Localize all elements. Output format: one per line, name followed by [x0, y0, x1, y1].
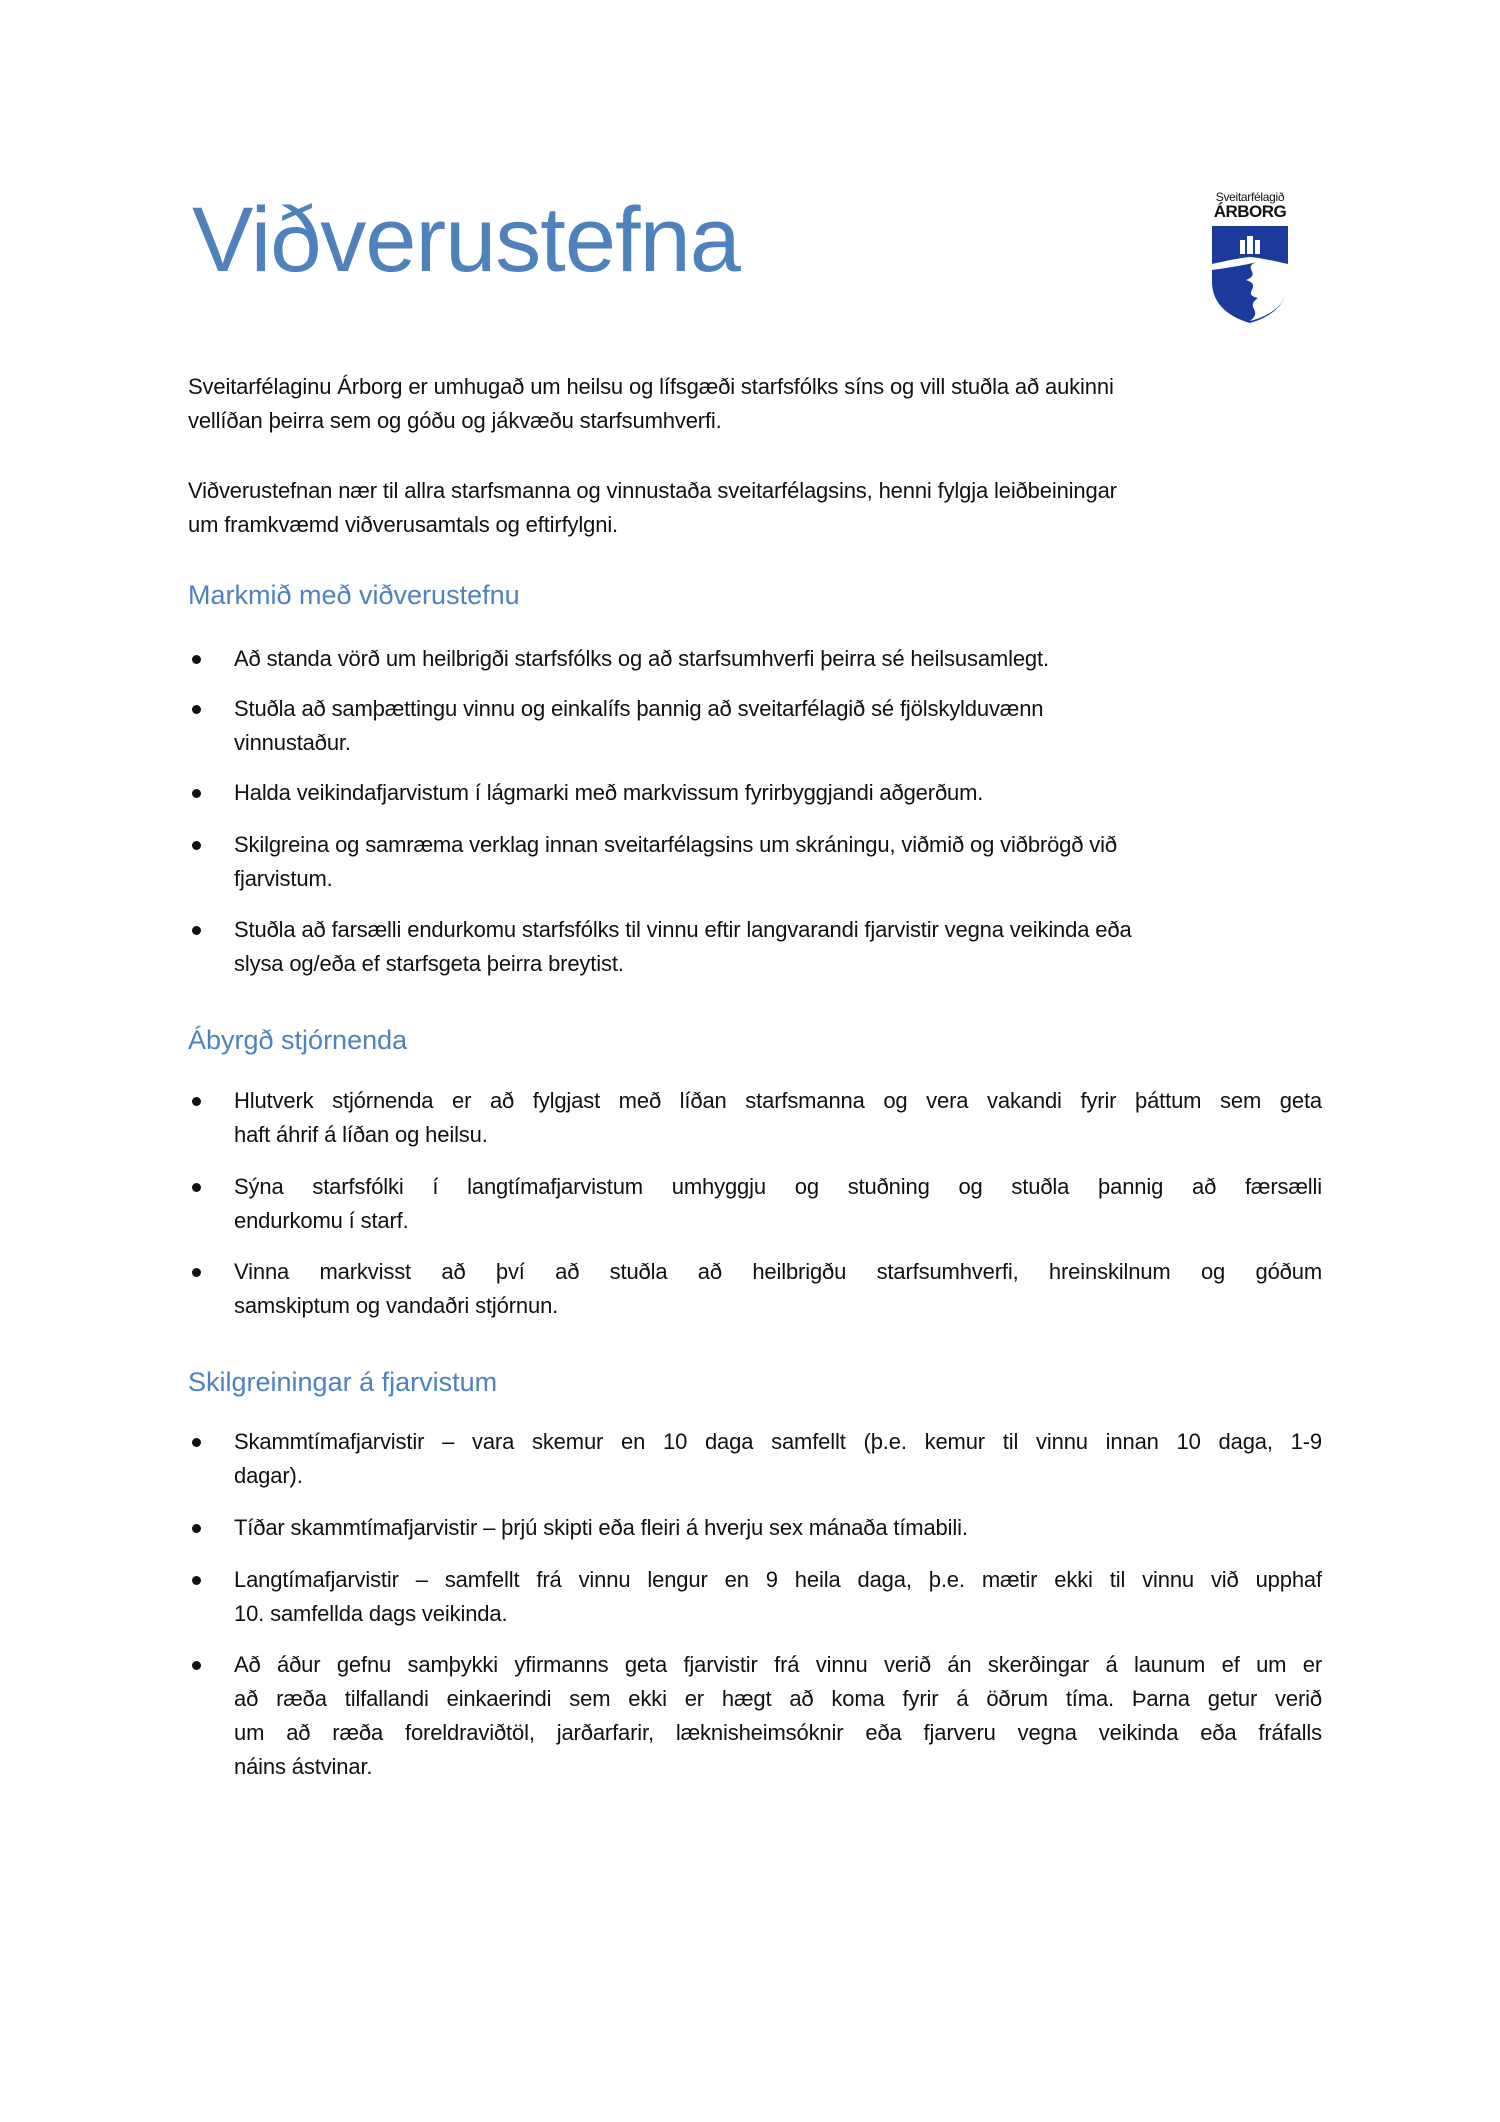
text-line: að ræða tilfallandi einkaerindi sem ekki er hægt að koma fyrir á öðrum tíma. Þarna getur verið [234, 1686, 1322, 1711]
bullet-icon [192, 1097, 201, 1106]
bullet-text [234, 1170, 1322, 1238]
bullet-item [188, 642, 1322, 676]
bullet-item [188, 828, 1322, 896]
bullet-item [188, 1563, 1322, 1631]
bullet-icon [192, 1524, 201, 1533]
section-heading-goals: Markmið með viðverustefnu [188, 580, 520, 610]
bullet-icon [192, 926, 201, 935]
text-line: Halda veikindafjarvistum í lágmarki með markvissum fyrirbyggjandi aðgerðum. [234, 780, 984, 805]
bullet-icon [192, 1438, 201, 1447]
bullet-text [234, 776, 1322, 810]
bullet-icon [192, 1268, 201, 1277]
logo-line1: Sveitarfélagið [1215, 190, 1285, 204]
text-line: Sýna starfsfólki í langtímafjarvistum umhyggju og stuðning og stuðla þannig að færsælli [234, 1174, 1322, 1199]
logo-line2: ÁRBORG [1213, 202, 1287, 221]
text-line: Hlutverk stjórnenda er að fylgjast með líðan starfsmanna og vera vakandi fyrir þáttum sem geta [234, 1088, 1322, 1113]
text-line: Sveitarfélaginu Árborg er umhugað um heilsu og lífsgæði starfsfólks síns og vill stuðla að aukinni [188, 374, 1114, 399]
section-heading-responsibility: Ábyrgð stjórnenda [188, 1025, 408, 1055]
text-line: Að standa vörð um heilbrigði starfsfólks og að starfsumhverfi þeirra sé heilsusamlegt. [234, 646, 1049, 671]
bullet-icon [192, 1183, 201, 1192]
bullet-text [234, 1511, 1322, 1545]
text-line: um að ræða foreldraviðtöl, jarðarfarir, læknisheimsóknir eða fjarveru vegna veikinda eða fráfalls [234, 1720, 1322, 1745]
bullet-text [234, 828, 1322, 896]
text-line: Stuðla að farsælli endurkomu starfsfólks til vinnu eftir langvarandi fjarvistir vegna veikinda eða [234, 917, 1132, 942]
text-line: endurkomu í starf. [234, 1208, 409, 1233]
bullet-icon [192, 789, 201, 798]
bullet-text [234, 1563, 1322, 1631]
text-line: Skilgreina og samræma verklag innan sveitarfélagsins um skráningu, viðmið og viðbrögð við [234, 832, 1117, 857]
arborg-logo [1200, 190, 1300, 324]
text-line: Skammtímafjarvistir – vara skemur en 10 daga samfellt (þ.e. kemur til vinnu innan 10 daga, 1-9 [234, 1429, 1322, 1454]
text-line: haft áhrif á líðan og heilsu. [234, 1122, 488, 1147]
text-line: Stuðla að samþættingu vinnu og einkalífs þannig að sveitarfélagið sé fjölskylduvænn [234, 696, 1044, 721]
bullet-item [188, 776, 1322, 810]
bullet-icon [192, 705, 201, 714]
text-line: Að áður gefnu samþykki yfirmanns geta fjarvistir frá vinnu verið án skerðingar á launum ef um er [234, 1652, 1322, 1677]
text-line: 10. samfellda dags veikinda. [234, 1601, 508, 1626]
bullet-item [188, 1511, 1322, 1545]
text-line: fjarvistum. [234, 866, 333, 891]
bullet-text [234, 692, 1322, 760]
text-line: um framkvæmd viðverusamtals og eftirfylgni. [188, 512, 619, 537]
bullet-item [188, 1255, 1322, 1323]
bullet-icon [192, 655, 201, 664]
intro-paragraph-1 [188, 370, 1322, 438]
bullet-text [234, 1425, 1322, 1493]
text-line: Tíðar skammtímafjarvistir – þrjú skipti eða fleiri á hverju sex mánaða tímabili. [234, 1515, 968, 1540]
bullet-icon [192, 1661, 201, 1670]
text-line: vinnustaður. [234, 730, 351, 755]
bullet-icon [192, 841, 201, 850]
bullet-item [188, 913, 1322, 981]
text-line: dagar). [234, 1463, 303, 1488]
bullet-text [234, 1084, 1322, 1152]
bullet-item [188, 1648, 1322, 1784]
text-line: vellíðan þeirra sem og góðu og jákvæðu starfsumhverfi. [188, 408, 722, 433]
shield-icon [1210, 224, 1290, 324]
text-line: samskiptum og vandaðri stjórnun. [234, 1293, 559, 1318]
text-line: Langtímafjarvistir – samfellt frá vinnu lengur en 9 heila daga, þ.e. mætir ekki til vinnu við upphaf [234, 1567, 1322, 1592]
bullet-item [188, 1084, 1322, 1152]
bullet-text [234, 913, 1322, 981]
bullet-icon [192, 1576, 201, 1585]
bullet-text [234, 642, 1322, 676]
text-line: Vinna markvisst að því að stuðla að heilbrigðu starfsumhverfi, hreinskilnum og góðum [234, 1259, 1322, 1284]
text-line: náins ástvinar. [234, 1754, 373, 1779]
text-line: Viðverustefnan nær til allra starfsmanna og vinnustaða sveitarfélagsins, henni fylgja leiðbeiningar [188, 478, 1117, 503]
bullet-item [188, 1425, 1322, 1493]
bullet-text [234, 1255, 1322, 1323]
bullet-item [188, 692, 1322, 760]
bullet-text [234, 1648, 1322, 1784]
bullet-item [188, 1170, 1322, 1238]
text-line: slysa og/eða ef starfsgeta þeirra breytist. [234, 951, 624, 976]
section-heading-definitions: Skilgreiningar á fjarvistum [188, 1367, 498, 1397]
page-title: Viðverustefna [192, 189, 740, 291]
intro-paragraph-2 [188, 474, 1322, 542]
